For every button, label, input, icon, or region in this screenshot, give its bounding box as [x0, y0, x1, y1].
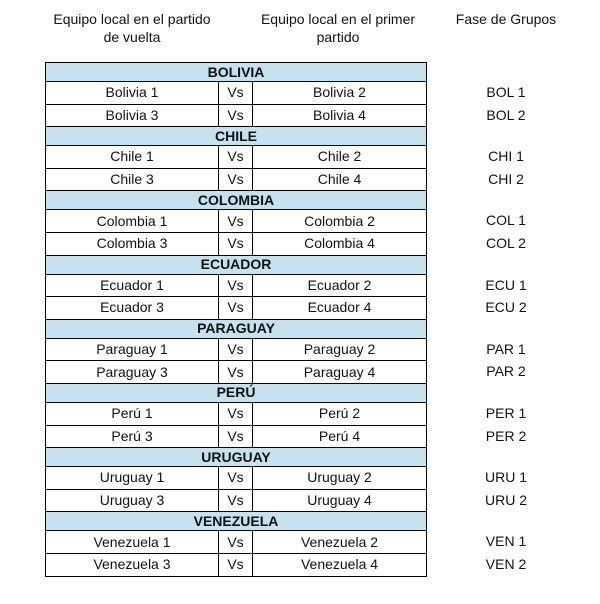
- home-team: Bolivia 3: [46, 104, 219, 127]
- country-header: COLOMBIA: [46, 191, 427, 210]
- match-row: [46, 297, 427, 320]
- vs-label: Vs: [219, 210, 253, 233]
- home-team: Ecuador 1: [46, 274, 219, 297]
- group-spacer: [440, 447, 572, 466]
- away-team: Perú 4: [253, 425, 427, 448]
- country-header: URUGUAY: [46, 448, 427, 467]
- match-row: [46, 489, 427, 512]
- country-header: PARAGUAY: [46, 319, 427, 338]
- group-label: COL 1: [486, 212, 526, 229]
- group-label: URU 1: [484, 469, 527, 486]
- match-row: [46, 168, 427, 191]
- group-label: URU 2: [484, 491, 527, 508]
- match-row: [46, 104, 427, 127]
- header-local-vuelta: Equipo local en el partido de vuelta: [53, 11, 211, 45]
- group-column: [440, 62, 572, 576]
- group-label: CHI 2: [488, 170, 524, 187]
- match-row: [46, 274, 427, 297]
- home-team: Uruguay 3: [46, 489, 219, 512]
- vs-label: Vs: [219, 338, 253, 361]
- away-team: Chile 2: [253, 146, 427, 169]
- group-label: ECU 1: [485, 276, 527, 293]
- group-label: PAR 2: [486, 363, 526, 380]
- vs-label: Vs: [219, 274, 253, 297]
- home-team: Perú 1: [46, 402, 219, 425]
- vs-label: Vs: [219, 146, 253, 169]
- country-row: [46, 448, 427, 467]
- vs-label: Vs: [219, 361, 253, 384]
- country-row: [46, 255, 427, 274]
- group-spacer: [440, 511, 572, 530]
- country-header: CHILE: [46, 127, 427, 146]
- group-label: BOL 1: [486, 84, 526, 100]
- group-label: PER 1: [485, 404, 527, 421]
- home-team: Perú 3: [46, 425, 219, 448]
- away-team: Paraguay 4: [253, 361, 427, 384]
- group-label: PAR 1: [486, 340, 526, 357]
- match-row: [46, 338, 427, 361]
- home-team: Uruguay 1: [46, 467, 219, 490]
- away-team: Venezuela 2: [253, 531, 427, 554]
- group-label: VEN 2: [485, 555, 527, 572]
- vs-label: Vs: [219, 467, 253, 490]
- group-label: ECU 2: [485, 299, 527, 316]
- country-header: PERÚ: [46, 383, 427, 402]
- country-row: [46, 63, 427, 82]
- country-row: [46, 191, 427, 210]
- away-team: Ecuador 2: [253, 274, 427, 297]
- group-spacer: [440, 126, 572, 145]
- home-team: Paraguay 1: [46, 338, 219, 361]
- vs-label: Vs: [219, 168, 253, 191]
- vs-label: Vs: [219, 82, 253, 105]
- group-spacer: [440, 62, 572, 81]
- group-spacer: [440, 383, 572, 402]
- group-spacer: [440, 319, 572, 338]
- group-label: PER 2: [485, 427, 527, 444]
- match-row: [46, 467, 427, 490]
- home-team: Chile 3: [46, 168, 219, 191]
- vs-label: Vs: [219, 425, 253, 448]
- away-team: Bolivia 2: [253, 82, 427, 105]
- country-header: BOLIVIA: [46, 63, 427, 82]
- away-team: Uruguay 2: [253, 467, 427, 490]
- home-team: Bolivia 1: [46, 82, 219, 105]
- country-header: ECUADOR: [46, 255, 427, 274]
- match-row: [46, 82, 427, 105]
- match-row: [46, 232, 427, 255]
- home-team: Ecuador 3: [46, 297, 219, 320]
- header-local-primero: Equipo local en el primer partido: [260, 11, 416, 45]
- vs-label: Vs: [219, 489, 253, 512]
- header-fase-grupos: Fase de Grupos: [455, 11, 557, 27]
- away-team: Venezuela 4: [253, 553, 427, 576]
- away-team: Ecuador 4: [253, 297, 427, 320]
- away-team: Colombia 4: [253, 232, 427, 255]
- country-row: [46, 127, 427, 146]
- vs-label: Vs: [219, 232, 253, 255]
- group-spacer: [440, 255, 572, 274]
- away-team: Chile 4: [253, 168, 427, 191]
- group-spacer: [440, 190, 572, 209]
- country-row: [46, 319, 427, 338]
- vs-label: Vs: [219, 104, 253, 127]
- match-row: [46, 402, 427, 425]
- match-row: [46, 361, 427, 384]
- country-row: [46, 383, 427, 402]
- group-label: VEN 1: [485, 533, 527, 550]
- vs-label: Vs: [219, 531, 253, 554]
- away-team: Uruguay 4: [253, 489, 427, 512]
- group-label: BOL 2: [486, 106, 526, 123]
- country-header: VENEZUELA: [46, 512, 427, 531]
- match-row: [46, 210, 427, 233]
- away-team: Colombia 2: [253, 210, 427, 233]
- home-team: Colombia 1: [46, 210, 219, 233]
- group-label: COL 2: [486, 234, 526, 251]
- away-team: Perú 2: [253, 402, 427, 425]
- home-team: Venezuela 1: [46, 531, 219, 554]
- group-label: CHI 1: [488, 148, 524, 165]
- home-team: Venezuela 3: [46, 553, 219, 576]
- match-row: [46, 553, 427, 576]
- vs-label: Vs: [219, 553, 253, 576]
- away-team: Bolivia 4: [253, 104, 427, 127]
- match-row: [46, 531, 427, 554]
- fixture-table: [45, 62, 427, 577]
- home-team: Chile 1: [46, 146, 219, 169]
- away-team: Paraguay 2: [253, 338, 427, 361]
- country-row: [46, 512, 427, 531]
- vs-label: Vs: [219, 297, 253, 320]
- match-row: [46, 425, 427, 448]
- home-team: Colombia 3: [46, 232, 219, 255]
- match-row: [46, 146, 427, 169]
- home-team: Paraguay 3: [46, 361, 219, 384]
- vs-label: Vs: [219, 402, 253, 425]
